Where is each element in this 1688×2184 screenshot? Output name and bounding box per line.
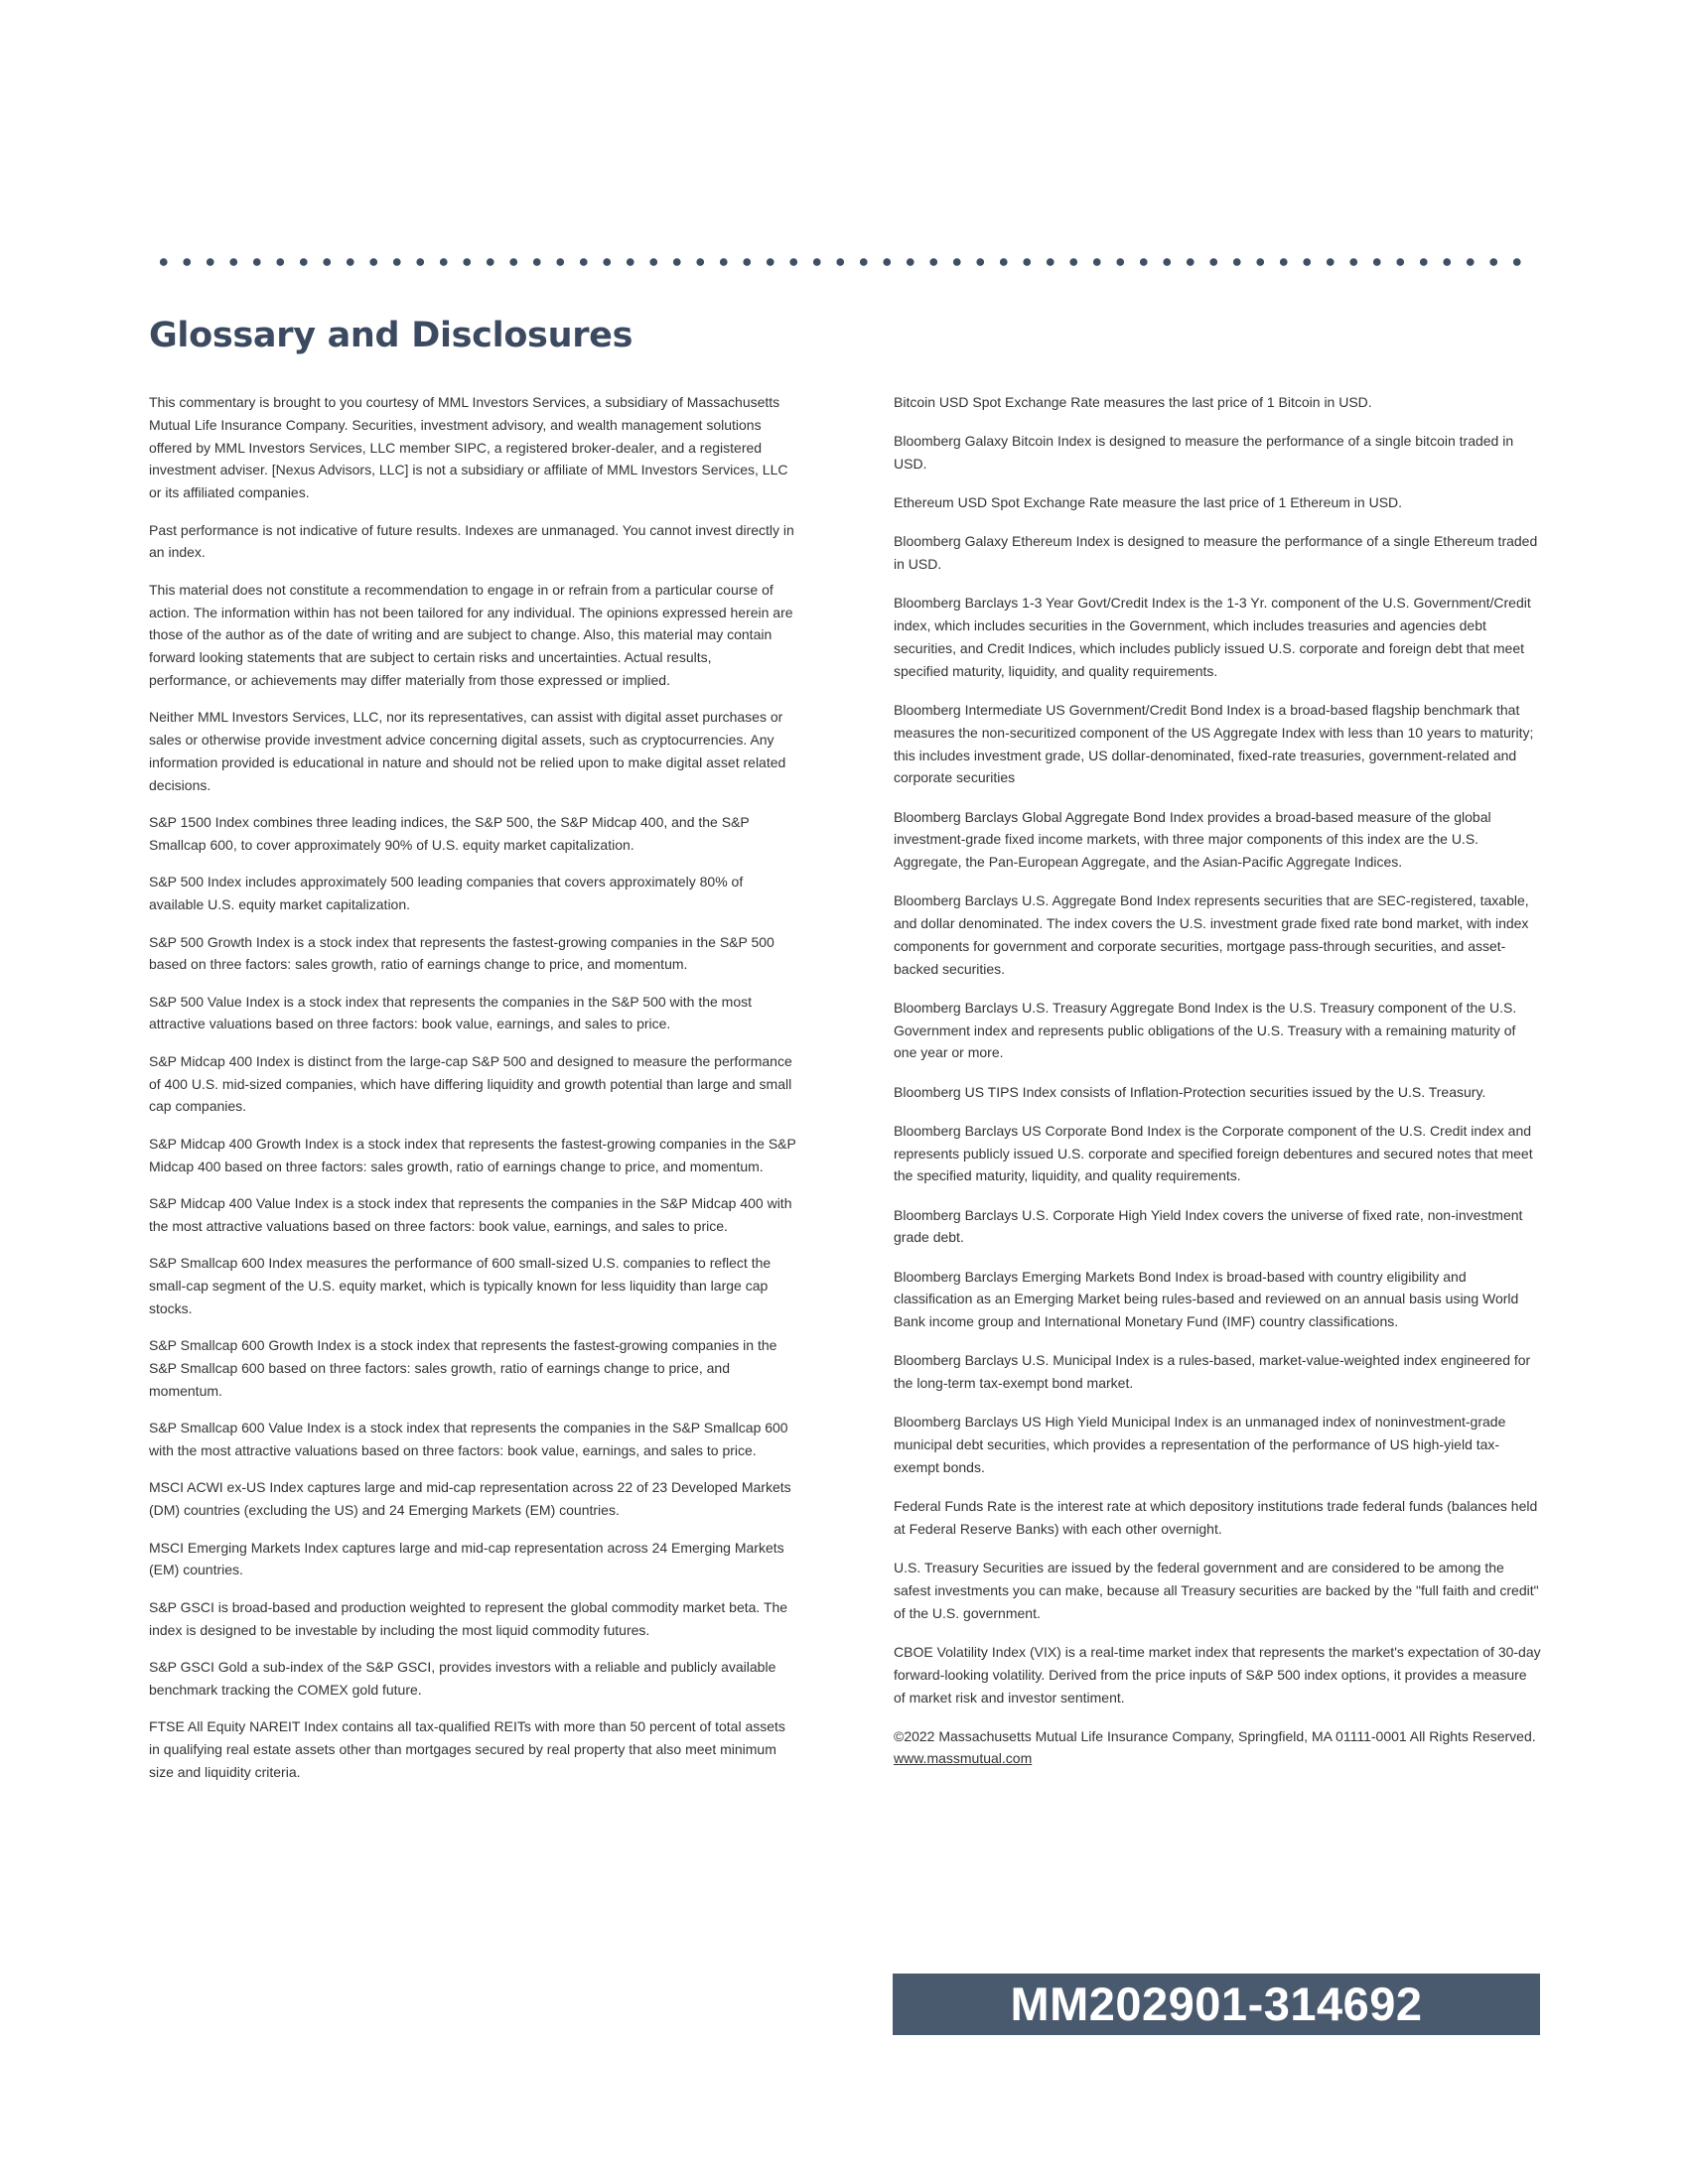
dotted-divider xyxy=(152,258,1530,266)
glossary-entry: Bitcoin USD Spot Exchange Rate measures the last price of 1 Bitcoin in USD. xyxy=(894,394,1372,410)
paragraph: Past performance is not indicative of future results. Indexes are unmanaged. You cannot invest directly in an index. xyxy=(149,521,794,561)
glossary-entry: Bloomberg Barclays US Corporate Bond Index is the Corporate component of the U.S. Credit index and represents publicly issued U.S. corporate and specified foreign debentures and secured notes that meet the specified maturity, liquidity, and quality requirements. xyxy=(894,1122,1533,1184)
glossary-entry: Bloomberg US TIPS Index consists of Inflation-Protection securities issued by the U.S. Treasury. xyxy=(894,1083,1486,1100)
page-title: Glossary and Disclosures xyxy=(149,316,633,355)
glossary-entry: S&P Midcap 400 Growth Index is a stock index that represents the fastest-growing companies in the S&P Midcap 400 based on three factors: sales growth, ratio of earnings change to price, and momentum. xyxy=(149,1135,796,1174)
glossary-entry: S&P 500 Index includes approximately 500 leading companies that covers approximately 80% of available U.S. equity market capitalization. xyxy=(149,874,744,913)
left-column xyxy=(149,391,796,1798)
glossary-entry: S&P Midcap 400 Value Index is a stock index that represents the companies in the S&P Midcap 400 with the most attractive valuations based on three factors: book value, earnings, and sales to price. xyxy=(149,1195,792,1234)
glossary-entry: Bloomberg Barclays US High Yield Municipal Index is an unmanaged index of noninvestment-grade municipal debt securities, which provides a representation of the performance of US high-yield tax-exempt bonds. xyxy=(894,1414,1506,1475)
glossary-entry: CBOE Volatility Index (VIX) is a real-time market index that represents the market's expectation of 30-day forward-looking volatility. Derived from the price inputs of S&P 500 index options, it provides a measure of market risk and investor sentiment. xyxy=(894,1643,1541,1706)
glossary-entry: S&P 1500 Index combines three leading indices, the S&P 500, the S&P Midcap 400, and the S&P Smallcap 600, to cover approximately 90% of U.S. equity market capitalization. xyxy=(149,814,750,853)
glossary-entry: Bloomberg Barclays U.S. Corporate High Yield Index covers the universe of fixed rate, non-investment grade debt. xyxy=(894,1206,1523,1246)
glossary-entry: Bloomberg Barclays Global Aggregate Bond Index provides a broad-based measure of the global investment-grade fixed income markets, with three major components of this index are the U.S. Aggregate, the Pan-European Aggregate, and the Asian-Pacific Aggregate Indices. xyxy=(894,808,1491,871)
glossary-entry: Federal Funds Rate is the interest rate at which depository institutions trade federal funds (balances held at Federal Reserve Banks) with each other overnight. xyxy=(894,1498,1538,1537)
glossary-entry: Bloomberg Barclays U.S. Treasury Aggregate Bond Index is the U.S. Treasury component of the U.S. Government index and represents public obligations of the U.S. Treasury with a remaining maturity of one year or more. xyxy=(894,999,1517,1061)
massmutual-link[interactable]: www.massmutual.com xyxy=(894,1750,1033,1767)
glossary-entry: Bloomberg Barclays Emerging Markets Bond Index is broad-based with country eligibility and classification as an Emerging Market being rules-based and reviewed on an annual basis using World Bank income group and International Monetary Fund (IMF) country classifications. xyxy=(894,1268,1519,1330)
glossary-entry: S&P Smallcap 600 Value Index is a stock index that represents the companies in the S&P Smallcap 600 with the most attractive valuations based on three factors: book value, earnings, and sales to price. xyxy=(149,1420,788,1458)
glossary-entry: Bloomberg Barclays U.S. Municipal Index is a rules-based, market-value-weighted index engineered for the long-term tax-exempt bond market. xyxy=(894,1352,1531,1392)
paragraph: Neither MML Investors Services, LLC, nor its representatives, can assist with digital asset purchases or sales or otherwise provide investment advice concerning digital assets, such as cryptocurrencies. Any information provided is educational in nature and should not be relied upon to make digital asset related decisions. xyxy=(149,709,786,793)
glossary-entry: S&P 500 Growth Index is a stock index that represents the fastest-growing companies in the S&P 500 based on three factors: sales growth, ratio of earnings change to price, and momentum. xyxy=(149,933,774,973)
glossary-entry: FTSE All Equity NAREIT Index contains all tax-qualified REITs with more than 50 percent of total assets in qualifying real estate assets other than mortgages secured by real property that also meet minimum size and liquidity criteria. xyxy=(149,1718,785,1780)
glossary-entry: Bloomberg Barclays 1-3 Year Govt/Credit Index is the 1-3 Yr. component of the U.S. Government/Credit index, which includes securities in the Government, which includes treasuries and agencies debt securities, and Credit Indices, which includes publicly issued U.S. corporate and foreign debt that meet specified maturity, liquidity, and quality requirements. xyxy=(894,595,1531,679)
copyright-notice xyxy=(894,1725,1541,1771)
paragraph: This material does not constitute a recommendation to engage in or refrain from a particular course of action. The information within has not been tailored for any individual. The opinions expressed herein are those of the author as of the date of writing and are subject to change. Also, this material may contain forward looking statements that are subject to certain risks and uncertainties. Actual results, performance, or achievements may differ materially from those expressed or implied. xyxy=(149,581,793,688)
glossary-entry: S&P Smallcap 600 Index measures the performance of 600 small-sized U.S. companies to reflect the small-cap segment of the U.S. equity market, which is typically known for less liquidity than large cap stocks. xyxy=(149,1255,772,1316)
glossary-entry: MSCI ACWI ex-US Index captures large and mid-cap representation across 22 of 23 Developed Markets (DM) countries (excluding the US) and 24 Emerging Markets (EM) countries. xyxy=(149,1479,791,1519)
glossary-entry: S&P 500 Value Index is a stock index that represents the companies in the S&P 500 with the most attractive valuations based on three factors: book value, earnings, and sales to price. xyxy=(149,993,753,1032)
glossary-entry: Bloomberg Barclays U.S. Aggregate Bond Index represents securities that are SEC-registered, taxable, and dollar denominated. The index covers the U.S. investment grade fixed rate bond market, with index components for government and corporate securities, mortgage pass-through securities, and asset-backed securities. xyxy=(894,892,1529,977)
glossary-entry: S&P GSCI Gold a sub-index of the S&P GSCI, provides investors with a reliable and publicly available benchmark tracking the COMEX gold future. xyxy=(149,1658,776,1698)
glossary-entry: S&P Smallcap 600 Growth Index is a stock index that represents the fastest-growing companies in the S&P Smallcap 600 based on three factors: sales growth, ratio of earnings change to price, and momentum. xyxy=(149,1337,777,1399)
glossary-entry: S&P Midcap 400 Index is distinct from the large-cap S&P 500 and designed to measure the performance of 400 U.S. mid-sized companies, which have differing liquidity and growth potential than large and small cap companies. xyxy=(149,1052,792,1115)
right-column xyxy=(894,391,1541,1787)
copyright-text: ©2022 Massachusetts Mutual Life Insurance Company, Springfield, MA 01111-0001 All Rights Reserved. xyxy=(894,1727,1536,1744)
glossary-entry: Bloomberg Galaxy Bitcoin Index is designed to measure the performance of a single bitcoin traded in USD. xyxy=(894,433,1514,472)
glossary-entry: Bloomberg Galaxy Ethereum Index is designed to measure the performance of a single Ethereum traded in USD. xyxy=(894,533,1538,573)
paragraph: This commentary is brought to you courtesy of MML Investors Services, a subsidiary of Massachusetts Mutual Life Insurance Company. Securities, investment advisory, and wealth management solutions offered by MML Investors Services, LLC member SIPC, a registered broker-dealer, and a registered investment adviser. [Nexus Advisors, LLC] is not a subsidiary or affiliate of MML Investors Services, LLC or its affiliated companies. xyxy=(149,394,788,501)
glossary-entry: Bloomberg Intermediate US Government/Credit Bond Index is a broad-based flagship benchmark that measures the non-securitized component of the US Aggregate Index with less than 10 years to maturity; this includes investment grade, US dollar-denominated, fixed-rate treasuries, government-related and corporate securities xyxy=(894,701,1534,786)
glossary-entry: MSCI Emerging Markets Index captures large and mid-cap representation across 24 Emerging Markets (EM) countries. xyxy=(149,1539,784,1578)
glossary-entry: S&P GSCI is broad-based and production weighted to represent the global commodity market beta. The index is designed to be investable by including the most liquid commodity futures. xyxy=(149,1598,788,1638)
glossary-entry: Ethereum USD Spot Exchange Rate measure the last price of 1 Ethereum in USD. xyxy=(894,494,1403,511)
document-code-banner: MM202901-314692 xyxy=(893,1974,1540,2035)
glossary-entry: U.S. Treasury Securities are issued by the federal government and are considered to be among the safest investments you can make, because all Treasury securities are backed by the "full faith and credit" of the U.S. government. xyxy=(894,1560,1539,1621)
